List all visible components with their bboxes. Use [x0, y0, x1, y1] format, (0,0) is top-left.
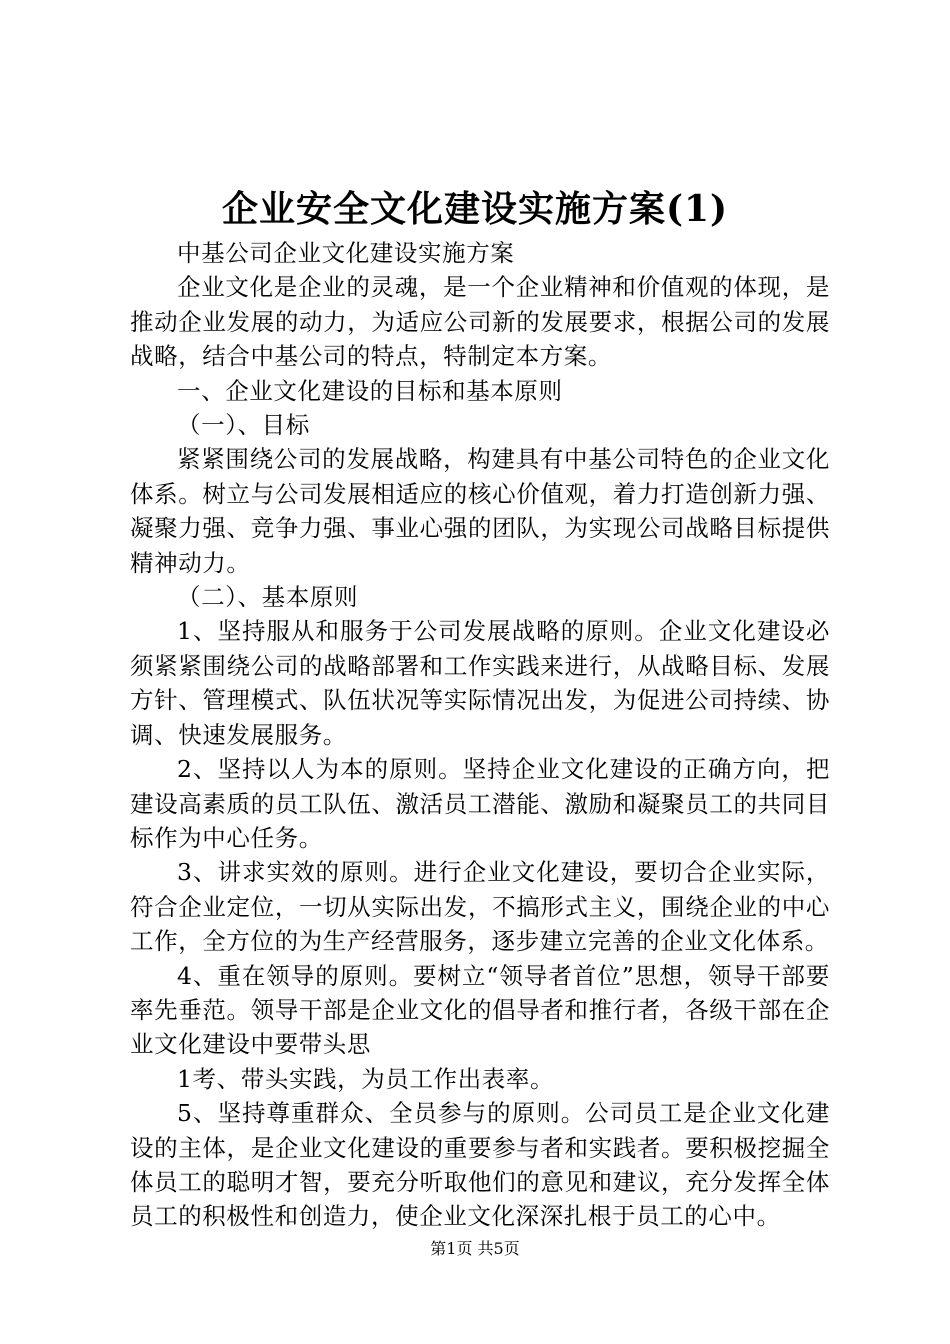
- paragraph-subtitle: 中基公司企业文化建设实施方案: [177, 239, 515, 267]
- paragraph-principle-4: 4、重在领导的原则。要树立“领导者首位”思想，领导干部要率先垂范。领导干部是企业文化的倡导者和推行者，各级干部在企业文化建设中要带头思: [130, 961, 830, 1059]
- subsection-heading-goal: （一）、目标: [177, 411, 310, 440]
- paragraph-principle-4-continued: 1考、带头实践，为员工作出表率。: [177, 1064, 555, 1093]
- paragraph-principle-5: 5、坚持尊重群众、全员参与的原则。公司员工是企业文化建设的主体，是企业文化建设的重要参与者和实践者。要积极挖掘全体员工的聪明才智，要充分听取他们的意见和建议，充分发挥全体员工的积极性和创造力，使企业文化深深扎根于员工的心中。: [130, 1099, 830, 1231]
- paragraph-intro: 企业文化是企业的灵魂，是一个企业精神和价值观的体现，是推动企业发展的动力，为适应公司新的发展要求，根据公司的发展战略，结合中基公司的特点，特制定本方案。: [130, 273, 830, 371]
- paragraph-goal: 紧紧围绕公司的发展战略，构建具有中基公司特色的企业文化体系。树立与公司发展相适应的核心价值观，着力打造创新力强、凝聚力强、竞争力强、事业心强的团队，为实现公司战略目标提供精神动力。: [130, 445, 830, 577]
- page-footer: 第1页 共5页: [430, 1239, 520, 1258]
- paragraph-principle-1: 1、坚持服从和服务于公司发展战略的原则。企业文化建设必须紧紧围绕公司的战略部署和工作实践来进行，从战略目标、发展方针、管理模式、队伍状况等实际情况出发，为促进公司持续、协调、快速发展服务。: [130, 617, 830, 749]
- document-title: 企业安全文化建设实施方案(1): [221, 188, 729, 230]
- paragraph-principle-2: 2、坚持以人为本的原则。坚持企业文化建设的正确方向，把建设高素质的员工队伍、激活员工潜能、激励和凝聚员工的共同目标作为中心任务。: [130, 755, 830, 852]
- subsection-heading-principles: （二）、基本原则: [177, 583, 359, 612]
- document-body: [130, 236, 830, 1234]
- paragraph-principle-3: 3、讲求实效的原则。进行企业文化建设，要切合企业实际，符合企业定位，一切从实际出发，不搞形式主义，围绕企业的中心工作，全方位的为生产经营服务，逐步建立完善的企业文化体系。: [130, 858, 830, 956]
- section-heading-1: 一、企业文化建设的目标和基本原则: [177, 376, 563, 405]
